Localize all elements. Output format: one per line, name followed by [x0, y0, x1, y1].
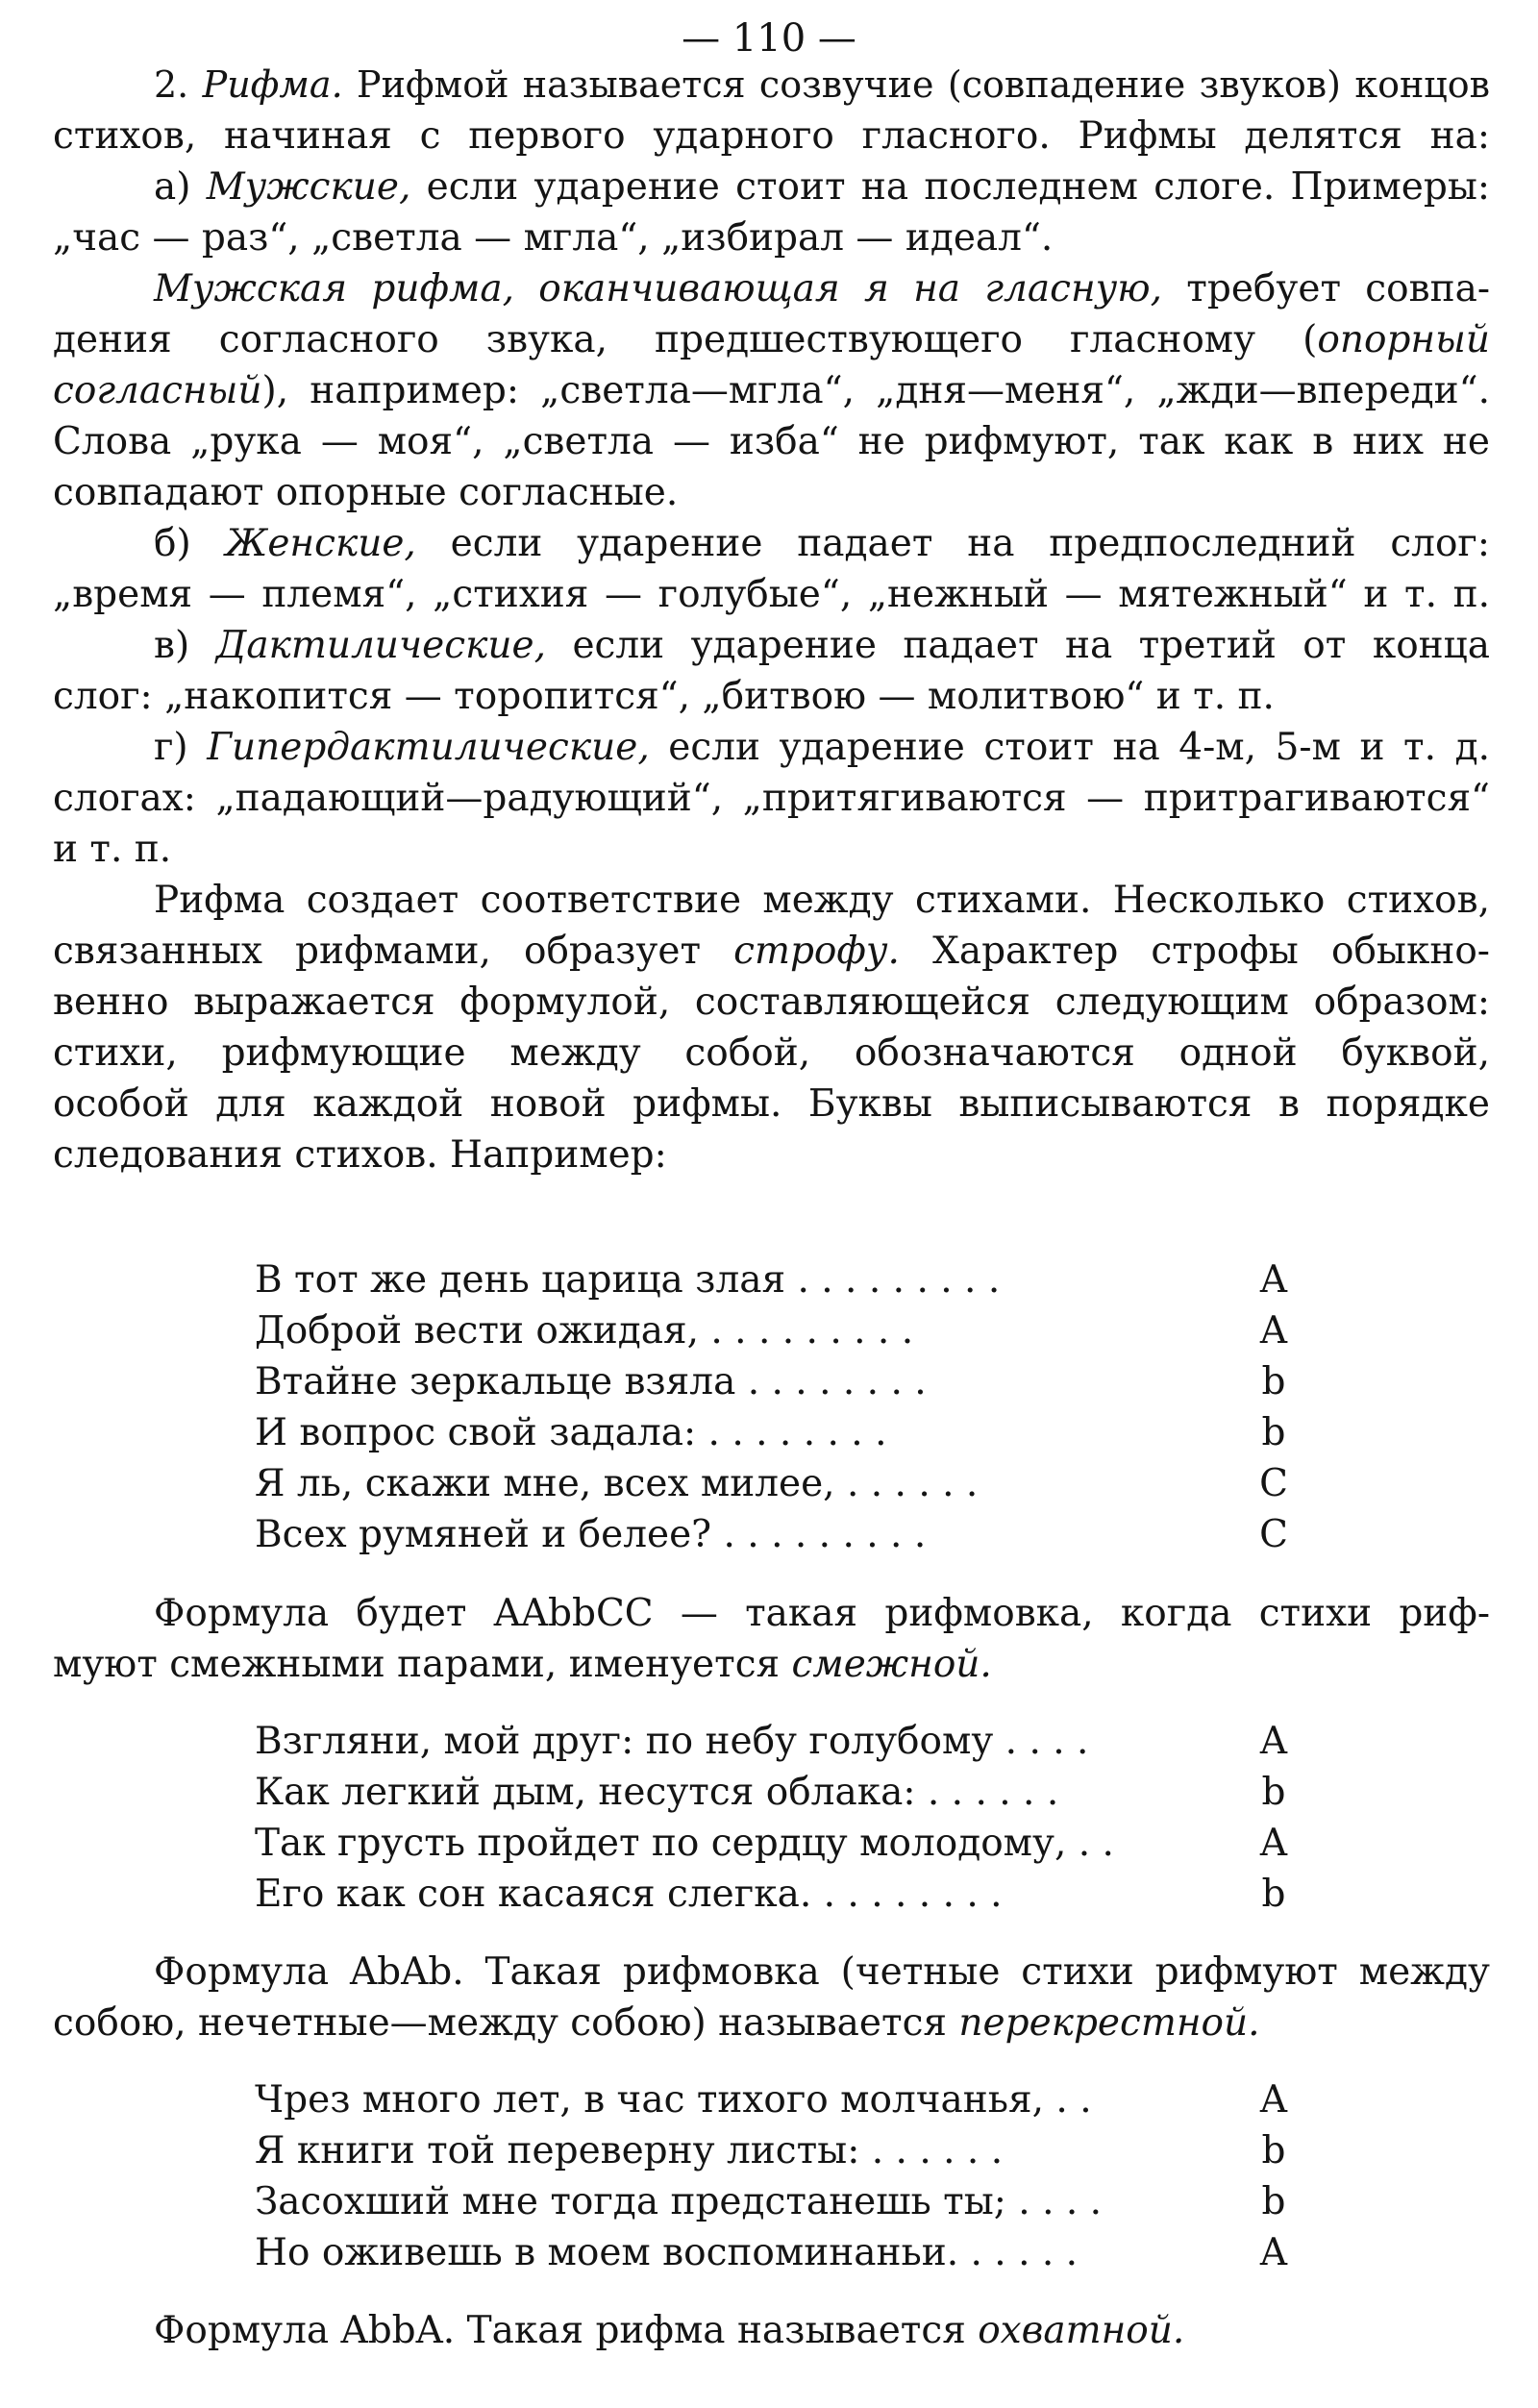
term: Дактилические,	[215, 624, 546, 667]
text-span: дения согласного звука, предшествующего гласному (	[53, 318, 1318, 361]
verse-line	[255, 1407, 1293, 1458]
text-line	[53, 314, 1490, 365]
text-line: слогах: „падающий—радующий“, „притягиваются — притрагиваются“	[53, 777, 1490, 820]
text-line: стихи, рифмующие между собой, обозначаются одной буквой,	[53, 1031, 1490, 1075]
rhyme-letter: A	[1259, 1720, 1288, 1763]
text-line	[154, 722, 1490, 773]
term: Женские,	[225, 522, 416, 565]
verse-line	[255, 1509, 1293, 1560]
rhyme-letter: b	[1261, 1360, 1286, 1403]
rhyme-letter: A	[1259, 1822, 1288, 1865]
verse-line	[255, 2074, 1293, 2125]
text-line: венно выражается формулой, составляющейся следующим образом:	[53, 981, 1490, 1024]
text-line: „время — племя“, „стихия — голубые“, „нежный — мятежный“ и т. п.	[53, 573, 1490, 616]
verse-text: Засохший мне тогда предстанешь ты; . . . .	[255, 2180, 1103, 2223]
rhyme-letter: A	[1259, 2231, 1288, 2274]
term: Мужские,	[206, 165, 411, 209]
verse-line	[255, 1767, 1293, 1818]
emphasis: согласный	[53, 369, 262, 412]
rhyme-letter: A	[1259, 2078, 1288, 2122]
page-number: — 110 —	[682, 16, 856, 61]
emphasis: опорный	[1317, 318, 1490, 361]
verse-text: В тот же день царица злая . . . . . . . . .	[255, 1258, 1001, 1302]
rhyme-letter: b	[1261, 1873, 1286, 1916]
verse-line	[255, 1869, 1293, 1920]
text-line: стихов, начиная с первого ударного гласного. Рифмы делятся на:	[53, 114, 1490, 158]
verse-text: Всех румяней и белее? . . . . . . . . .	[255, 1513, 927, 1556]
text-span: требует совпа-	[1162, 267, 1490, 310]
emphasis: перекрестной.	[958, 2001, 1260, 2045]
emphasis: смежной.	[791, 1643, 992, 1686]
text-line	[154, 2305, 1490, 2356]
verse-text: Доброй вести ожидая, . . . . . . . . .	[255, 1309, 914, 1353]
verse-line	[255, 1356, 1293, 1407]
text-line	[53, 1639, 1490, 1690]
verse-text: И вопрос свой задала: . . . . . . . .	[255, 1411, 887, 1454]
rhyme-letter: A	[1259, 1309, 1288, 1353]
rhyme-letter: b	[1261, 1771, 1286, 1814]
list-marker: а)	[154, 165, 207, 209]
verse-line	[255, 1716, 1293, 1767]
verse-text: Я книги той переверну листы: . . . . . .	[255, 2129, 1004, 2172]
text-span: если ударение падает на предпоследний слог:	[415, 522, 1491, 565]
text-span: Рифмой называется созвучие (совпадение звуков) концов	[342, 63, 1490, 106]
rhyme-letter: b	[1261, 2129, 1286, 2172]
emphasis: строфу.	[733, 930, 900, 973]
text-line: Формула AbAb. Такая рифмовка (четные стихи рифмуют между	[154, 1950, 1490, 1994]
list-marker: б)	[154, 522, 226, 565]
text-line	[53, 926, 1490, 977]
list-marker: г)	[154, 726, 208, 769]
verse-line	[255, 1254, 1293, 1305]
section-title: Рифма.	[202, 63, 343, 106]
text-line: следования стихов. Например:	[53, 1133, 667, 1177]
verse-text: Но оживешь в моем воспоминаньи. . . . . .	[255, 2231, 1079, 2274]
text-line	[154, 620, 1490, 671]
text-line: особой для каждой новой рифмы. Буквы выписываются в порядке	[53, 1082, 1490, 1126]
text-span: если ударение стоит на 4-м, 5-м и т. д.	[649, 726, 1491, 769]
text-line: Рифма создает соответствие между стихами. Несколько стихов,	[154, 879, 1490, 922]
list-marker: в)	[154, 624, 216, 667]
text-span: если ударение стоит на последнем слоге. Примеры:	[410, 165, 1490, 209]
text-line	[154, 518, 1490, 569]
text-line	[53, 365, 1490, 416]
text-line: слог: „накопится — торопится“, „битвою — молитвою“ и т. п.	[53, 675, 1275, 718]
rhyme-letter: A	[1259, 1258, 1288, 1302]
text-line: совпадают опорные согласные.	[53, 471, 679, 514]
text-span: ), например: „светла—мгла“, „дня—меня“, „жди—впереди“.	[261, 369, 1490, 412]
text-line: Формула будет AAbbCC — такая рифмовка, когда стихи риф-	[154, 1592, 1490, 1635]
text-line	[154, 263, 1490, 314]
rhyme-letter: C	[1259, 1513, 1288, 1556]
verse-text: Втайне зеркальце взяла . . . . . . . .	[255, 1360, 927, 1403]
verse-line	[255, 2125, 1293, 2176]
text-line	[53, 1998, 1490, 2048]
rhyme-letter: C	[1259, 1462, 1288, 1505]
emphasis: охватной.	[978, 2309, 1185, 2352]
text-span: если ударение падает на третий от конца	[546, 624, 1490, 667]
verse-text: Как легкий дым, несутся облака: . . . . . .	[255, 1771, 1059, 1814]
verse-line	[255, 1305, 1293, 1356]
verse-text: Так грусть пройдет по сердцу молодому, . .	[255, 1822, 1114, 1865]
emphasis: Мужская рифма, оканчивающая я на гласную,	[154, 267, 1163, 310]
text-span: связанных рифмами, образует	[53, 930, 734, 973]
verse-line	[255, 1818, 1293, 1869]
term: Гипердактилические,	[207, 726, 650, 769]
text-line	[154, 60, 1490, 111]
text-span: Характер строфы обыкно-	[899, 930, 1490, 973]
verse-text: Я ль, скажи мне, всех милее, . . . . . .	[255, 1462, 979, 1505]
section-number: 2.	[154, 63, 203, 106]
text-line: Слова „рука — моя“, „светла — изба“ не рифмуют, так как в них не	[53, 420, 1490, 463]
text-line	[154, 161, 1490, 212]
text-line: „час — раз“, „светла — мгла“, „избирал — идеал“.	[53, 216, 1054, 260]
verse-text: Чрез много лет, в час тихого молчанья, . .	[255, 2078, 1092, 2122]
rhyme-letter: b	[1261, 2180, 1286, 2223]
text-line: и т. п.	[53, 828, 172, 871]
verse-line	[255, 1458, 1293, 1509]
text-span: муют смежными парами, именуется	[53, 1643, 792, 1686]
verse-text: Взгляни, мой друг: по небу голубому . . . .	[255, 1720, 1089, 1763]
rhyme-letter: b	[1261, 1411, 1286, 1454]
text-span: собою, нечетные—между собою) называется	[53, 2001, 959, 2045]
verse-line	[255, 2176, 1293, 2227]
text-span: Формула AbbA. Такая рифма называется	[154, 2309, 979, 2352]
verse-text: Его как сон касаяся слегка. . . . . . . . .	[255, 1873, 1003, 1916]
verse-line	[255, 2227, 1293, 2278]
